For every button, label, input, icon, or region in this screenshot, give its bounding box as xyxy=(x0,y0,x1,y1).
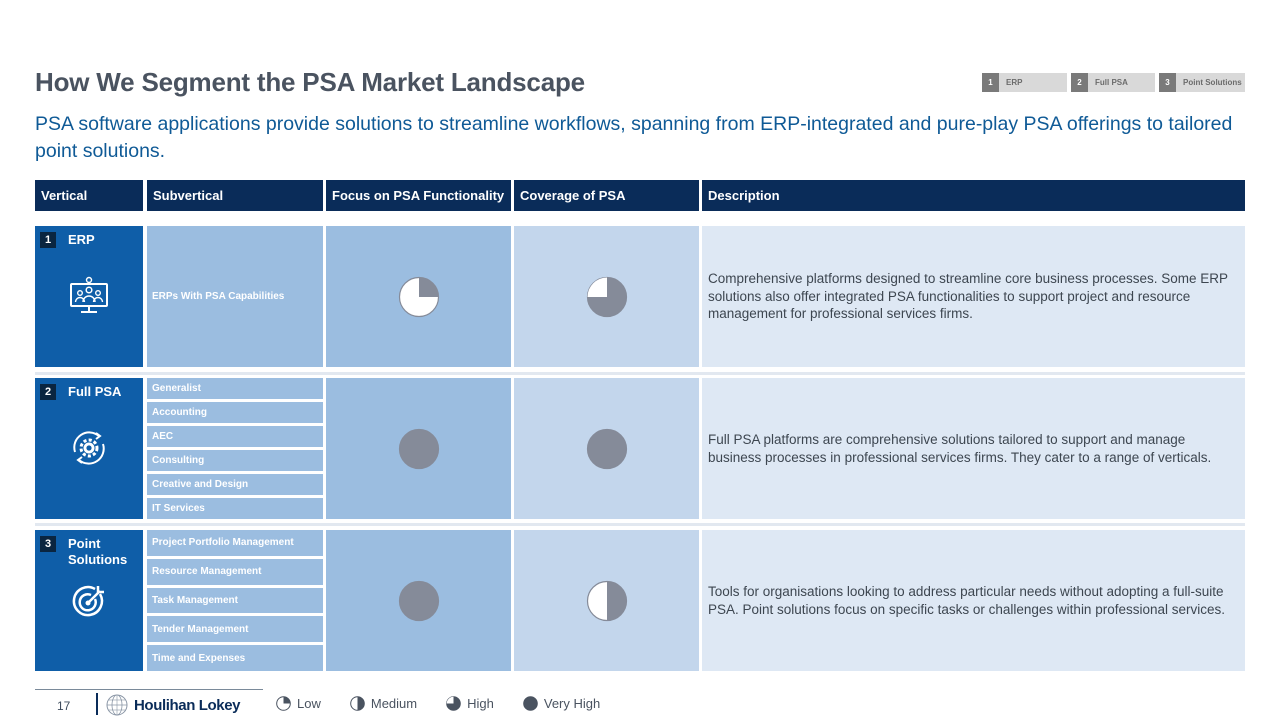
column-header-subvertical: Subvertical xyxy=(147,180,323,211)
subvertical-item: Tender Management xyxy=(147,616,323,642)
subvertical-item: Resource Management xyxy=(147,559,323,585)
focus-rating xyxy=(326,226,511,367)
tab-point-solutions[interactable] xyxy=(1159,73,1245,92)
vertical-name: ERP xyxy=(68,232,95,247)
tab-number: 3 xyxy=(1159,73,1176,92)
harvey-ball-low-icon xyxy=(276,696,291,711)
row-divider xyxy=(35,523,1245,526)
page-title: How We Segment the PSA Market Landscape xyxy=(35,67,585,97)
legend-item xyxy=(276,696,321,711)
subvertical-item: Task Management xyxy=(147,588,323,614)
subvertical-item: AEC xyxy=(147,426,323,447)
subvertical-item: Project Portfolio Management xyxy=(147,530,323,556)
vertical-cell-full-psa xyxy=(35,378,143,519)
footer-rule xyxy=(35,689,263,690)
globe-logo-icon xyxy=(106,694,128,716)
page-subtitle: PSA software applications provide solutions to streamline workflows, spanning from ERP-integrated and pure-play PSA offerings to tailored point solutions. xyxy=(35,113,1233,162)
subvertical-item: Creative and Design xyxy=(147,474,323,495)
legend-item xyxy=(350,696,417,711)
subvertical-item: Accounting xyxy=(147,402,323,423)
vertical-cell-erp xyxy=(35,226,143,367)
column-header-coverage: Coverage of PSA xyxy=(514,180,699,211)
erp-monitor-team-icon xyxy=(35,276,143,318)
subvertical-item: ERPs With PSA Capabilities xyxy=(147,226,323,367)
page-number: 17 xyxy=(57,699,71,713)
subvertical-item: IT Services xyxy=(147,498,323,519)
focus-rating xyxy=(326,378,511,519)
harvey-ball-medium-icon xyxy=(350,696,365,711)
focus-rating xyxy=(326,530,511,671)
target-arrow-icon xyxy=(35,582,143,622)
legend-label: High xyxy=(467,696,494,711)
tab-label: ERP xyxy=(1006,78,1023,87)
brand-name: Houlihan Lokey xyxy=(134,696,241,714)
vertical-name: Full PSA xyxy=(68,384,122,399)
subvertical-item: Time and Expenses xyxy=(147,645,323,671)
legend-item xyxy=(523,696,600,711)
row-description: Full PSA platforms are comprehensive solutions tailored to support and manage business processes in professional services firms. They cater to a range of verticals. xyxy=(702,378,1245,519)
column-header-description: Description xyxy=(702,180,1245,211)
vertical-cell-point-solutions xyxy=(35,530,143,671)
harvey-ball-very-high xyxy=(586,428,628,470)
harvey-ball-legend xyxy=(276,696,629,711)
column-header-focus: Focus on PSA Functionality xyxy=(326,180,511,211)
subvertical-list xyxy=(147,530,323,671)
coverage-rating xyxy=(514,226,699,367)
harvey-ball-low xyxy=(398,276,440,318)
tab-number: 2 xyxy=(1071,73,1088,92)
gear-cycle-icon xyxy=(35,428,143,468)
vertical-name: Point Solutions xyxy=(68,536,128,567)
column-header-vertical: Vertical xyxy=(35,180,143,211)
legend-label: Medium xyxy=(370,696,418,711)
tab-full-psa[interactable] xyxy=(1071,73,1155,92)
tab-erp[interactable] xyxy=(982,73,1067,92)
tab-number: 1 xyxy=(982,73,999,92)
subvertical-item: Consulting xyxy=(147,450,323,471)
harvey-ball-very-high xyxy=(398,580,440,622)
brand-logo xyxy=(106,694,240,716)
row-description: Comprehensive platforms designed to streamline core business processes. Some ERP solutions also offer integrated PSA functionalities to support project and resource management for professional services firms. xyxy=(702,226,1245,367)
footer-divider xyxy=(96,693,98,715)
legend-item xyxy=(446,696,494,711)
tab-label: Full PSA xyxy=(1095,78,1128,87)
section-tabs xyxy=(982,73,1245,92)
row-divider xyxy=(35,372,1245,375)
legend-label: Very High xyxy=(543,696,601,711)
harvey-ball-high-icon xyxy=(446,696,461,711)
legend-label: Low xyxy=(297,696,321,711)
vertical-number: 2 xyxy=(40,384,56,400)
harvey-ball-very-high xyxy=(398,428,440,470)
vertical-number: 1 xyxy=(40,232,56,248)
subvertical-list xyxy=(147,378,323,519)
subvertical-item: Generalist xyxy=(147,378,323,399)
tab-label: Point Solutions xyxy=(1183,78,1242,87)
vertical-number: 3 xyxy=(40,536,56,552)
coverage-rating xyxy=(514,378,699,519)
harvey-ball-medium xyxy=(586,580,628,622)
harvey-ball-very-high-icon xyxy=(523,696,538,711)
coverage-rating xyxy=(514,530,699,671)
harvey-ball-high xyxy=(586,276,628,318)
row-description: Tools for organisations looking to address particular needs without adopting a full-suite PSA. Point solutions focus on specific tasks or challenges within professional services. xyxy=(702,530,1245,671)
